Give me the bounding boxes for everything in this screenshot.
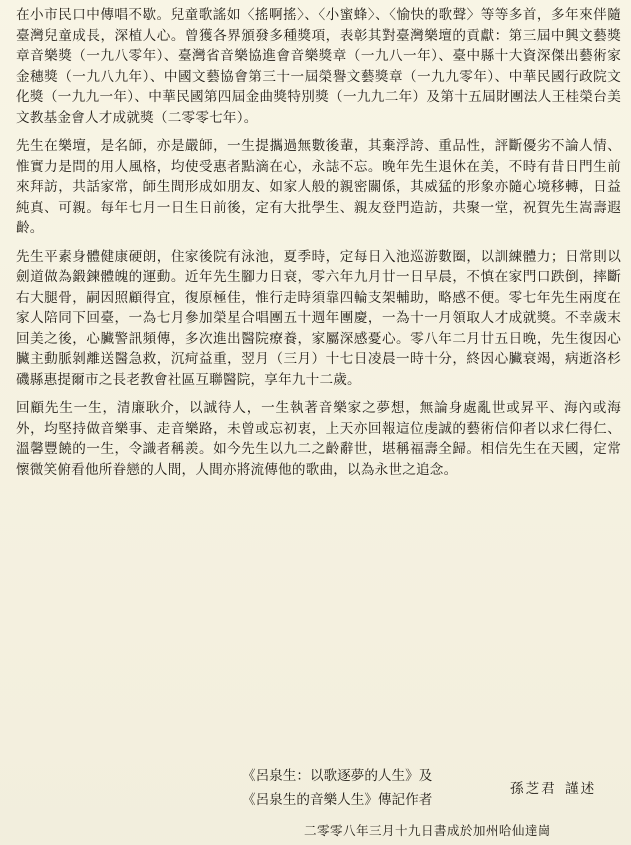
respect-phrase: 謹述: [565, 781, 597, 797]
book-title-line-2: 《呂泉生的音樂人生》傳記作者: [242, 792, 433, 808]
date-place-line: 二零零八年三月十九日書成於加州哈仙達崗: [304, 823, 551, 838]
paragraph-awards: 在小市民口中傳唱不歇。兒童歌謠如〈搖啊搖〉、〈小蜜蜂〉、〈愉快的歌聲〉等等多首，多年來伴隨臺灣兒童成長，深植人心。曾獲各界頒發多種獎項，表彰其對臺灣樂壇的貢獻：第三屆中興文藝獎章音樂獎（一九八零年）、臺灣省音樂協進會音樂獎章（一九八一年）、臺中縣十大資深傑出藝術家金穗獎（一九八九年）、中國文藝協會第三十一屆榮譽文藝獎章（一九九零年）、中華民國行政院文化獎（一九九一年）、中華民國第四屆金曲獎特別獎（一九九二年）及第十五屆財團法人王桂榮台美文教基金會人才成就獎（二零零七年）。: [16, 7, 621, 126]
author-name: 孫芝君: [510, 781, 557, 797]
paragraph-reflection: 回顧先生一生，清廉耿介，以誠待人，一生執著音樂家之夢想，無論身處亂世或昇平、海內或海外，均堅持做音樂事、走音樂路，未曾或忘初衷，上天亦回報這位虔誠的藝術信仰者以求仁得仁、溫馨豐饒的一生，令識者稱羨。如今先生以九二之齡辭世，堪稱福壽全歸。相信先生在天國，定常懷微笑俯看他所眷戀的人間，人間亦將流傳他的歌曲，以為永世之追念。: [16, 400, 621, 478]
paragraph-health: 先生平素身體健康硬朗，住家後院有泳池，夏季時，定每日入池巡游數圈，以訓練體力；日常則以劍道做為鍛鍊體魄的運動。近年先生腳力日衰，零六年九月廿一日早晨，不慎在家門口跌倒，摔斷右大腿骨，嗣因照顧得宜，復原極佳，惟行走時須靠四輪支架輔助，略感不便。零七年先生兩度在家人陪同下回臺，一為七月參加榮星合唱團五十週年團慶，一為十一月領取人才成就獎。不幸歲末回美之後，心臟警訊頻傳，多次進出醫院療養，家屬深感憂心。零八年二月廿五日晚，先生復因心臟主動脈剝離送醫急救，沉疴益重，翌月（三月）十七日凌晨一時十分，終因心臟衰竭，病逝洛杉磯縣惠提爾市之長老教會社區互聯醫院，享年九十二歲。: [16, 248, 621, 388]
paragraph-teaching: 先生在樂壇，是名師，亦是嚴師，一生提攜過無數後輩，其棄浮誇、重品性，評斷優劣不論人情、惟實力是問的用人風格，均使受惠者點滴在心，永誌不忘。晚年先生退休在美，不時有昔日門生前來拜訪，共話家常，師生間形成如朋友、如家人般的親密關係，其威猛的形象亦隨心境移轉，日益純真、可親。每年七月一日生日前後，定有大批學生、親友登門造訪，共聚一堂，祝賀先生嵩壽遐齡。: [16, 138, 621, 236]
book-titles: [242, 764, 432, 812]
signature-block: [0, 764, 631, 844]
book-title-line-1: 《呂泉生：以歌逐夢的人生》及: [242, 768, 433, 784]
